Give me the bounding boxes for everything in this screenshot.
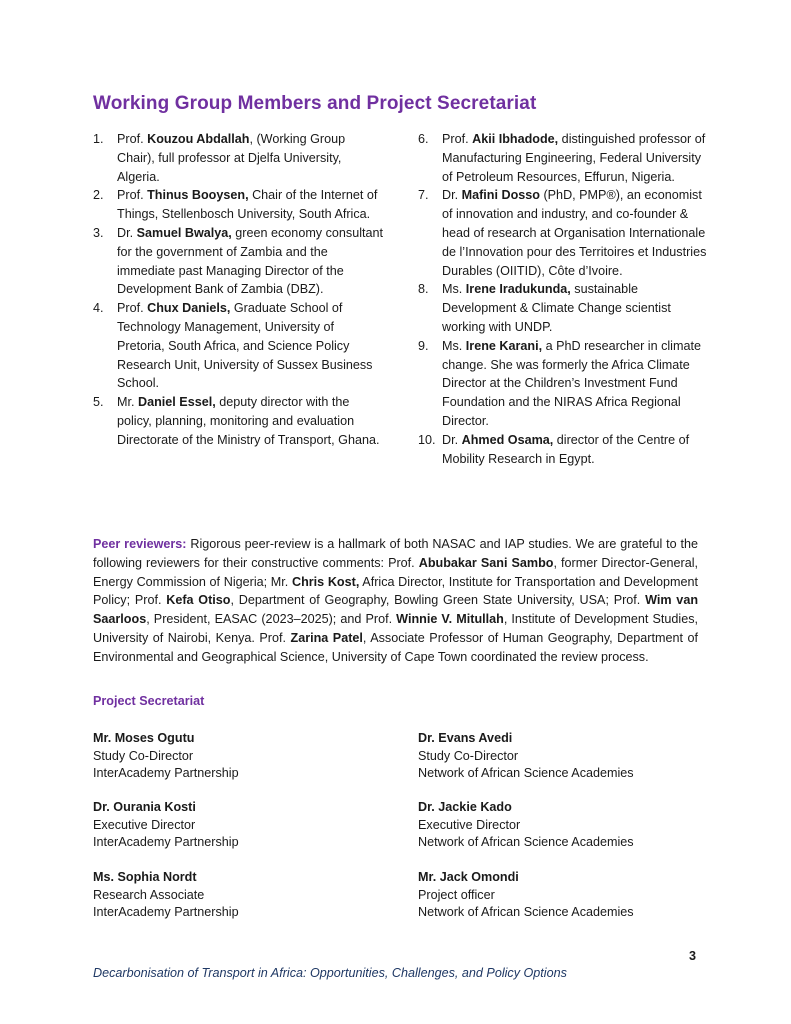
member-number: 10. — [418, 432, 436, 447]
member-text: Dr. Mafini Dosso (PhD, PMP®), an economist of innovation and industry, and co-founder & head of research at Organisation Internationale de l’Innovation pour des Territoires et Industries Durables (OIITID), Côte d’Ivoire. — [442, 188, 707, 278]
member-name: Samuel Bwalya, — [136, 225, 232, 240]
secretariat-person — [93, 869, 239, 922]
person-role: Executive Director — [418, 817, 521, 832]
member-name: Akii Ibhadode, — [472, 132, 559, 146]
member-number: 5. — [93, 395, 104, 410]
member-number: 7. — [418, 188, 429, 203]
reviewer-name: Winnie V. Mitullah — [396, 612, 504, 627]
reviewer-name: Wim van Saarloos — [93, 593, 699, 627]
member-number: 1. — [93, 132, 104, 146]
member-text: Dr. Ahmed Osama, director of the Centre of Mobility Research in Egypt. — [442, 432, 690, 466]
secretariat-heading: Project Secretariat — [93, 694, 205, 708]
person-org: Network of African Science Academies — [418, 905, 634, 919]
member-number: 9. — [418, 338, 429, 353]
person-org: InterAcademy Partnership — [93, 835, 239, 849]
reviewer-name: Zarina Patel — [290, 630, 363, 645]
member-name: Daniel Essel, — [138, 395, 216, 410]
member-name: Thinus Booysen, — [147, 188, 249, 203]
person-name: Ms. Sophia Nordt — [93, 870, 197, 884]
member-item — [418, 431, 708, 469]
person-org: Network of African Science Academies — [418, 766, 634, 780]
member-name: Kouzou Abdallah — [147, 132, 250, 146]
member-item — [93, 186, 383, 224]
person-name: Mr. Moses Ogutu — [93, 731, 195, 745]
reviewer-name: Kefa Otiso — [166, 593, 231, 608]
person-org: InterAcademy Partnership — [93, 905, 239, 919]
secretariat-person — [418, 799, 634, 852]
person-name: Dr. Evans Avedi — [418, 731, 513, 745]
member-text: Prof. Chux Daniels, Graduate School of Technology Management, University of Pretoria, South Africa, and Science Policy Research Unit, University of Sussex Business School. — [117, 301, 373, 391]
member-item — [418, 186, 708, 280]
member-name: Chux Daniels, — [147, 301, 231, 316]
page-title: Working Group Members and Project Secretariat — [93, 93, 537, 114]
member-item — [93, 224, 383, 299]
page-number: 3 — [689, 949, 697, 963]
member-number: 8. — [418, 282, 429, 297]
member-number: 3. — [93, 225, 104, 240]
person-role: Research Associate — [93, 887, 205, 902]
member-number: 4. — [93, 301, 104, 316]
member-name: Irene Karani, — [465, 338, 543, 353]
member-text: Prof. Kouzou Abdallah, (Working Group Chair), full professor at Djelfa University, Algeria. — [117, 132, 346, 184]
member-name: Ahmed Osama, — [461, 432, 554, 447]
member-number: 2. — [93, 188, 104, 203]
person-role: Study Co-Director — [418, 748, 519, 763]
footer-document-title: Decarbonisation of Transport in Africa: Opportunities, Challenges, and Policy Options — [93, 966, 567, 980]
member-text: Dr. Samuel Bwalya, green economy consultant for the government of Zambia and the immediate past Managing Director of the Development Bank of Zambia (DBZ). — [117, 225, 384, 297]
secretariat-person — [93, 730, 239, 783]
member-name: Irene Iradukunda, — [465, 282, 571, 297]
members-list-left — [93, 130, 383, 450]
member-text: Prof. Akii Ibhadode, distinguished professor of Manufacturing Engineering, Federal University of Petroleum Resources, Effurun, Nigeria. — [442, 132, 706, 184]
member-text: Ms. Irene Iradukunda, sustainable Development & Climate Change scientist working with UNDP. — [442, 282, 671, 334]
member-item — [418, 280, 708, 336]
member-text: Prof. Thinus Booysen, Chair of the Internet of Things, Stellenbosch University, South Africa. — [117, 188, 378, 222]
member-item — [418, 130, 708, 186]
member-item — [418, 337, 708, 431]
person-role: Project officer — [418, 887, 495, 902]
person-name: Dr. Ourania Kosti — [93, 800, 196, 814]
member-text: Mr. Daniel Essel, deputy director with the policy, planning, monitoring and evaluation Directorate of the Ministry of Transport, Ghana. — [117, 395, 380, 447]
member-item — [93, 299, 383, 393]
member-item — [93, 393, 383, 449]
person-name: Dr. Jackie Kado — [418, 800, 512, 814]
person-name: Mr. Jack Omondi — [418, 870, 519, 884]
peer-reviewers-paragraph: Peer reviewers: Rigorous peer-review is a hallmark of both NASAC and IAP studies. We are grateful to the following reviewers for their constructive comments: Prof. Abubakar Sani Sambo, former Director-General, Energy Commission of Nigeria; Mr. Chris Kost, Africa Director, Institute for Transportation and Development Policy; Prof. Kefa Otiso, Department of Geography, Bowling Green State University, USA; Prof. Wim van Saarloos, President, EASAC (2023–2025); and Prof. Winnie V. Mitullah, Institute of Development Studies, University of Nairobi, Kenya. Prof. Zarina Patel, Associate Professor of Human Geography, Department of Environmental and Geographical Science, University of Cape Town coordinated the review process. — [93, 537, 699, 664]
members-list-right — [418, 130, 708, 468]
person-role: Study Co-Director — [93, 748, 194, 763]
secretariat-person — [418, 869, 634, 922]
reviewer-name: Abubakar Sani Sambo — [418, 555, 554, 570]
secretariat-person — [418, 730, 634, 783]
person-org: InterAcademy Partnership — [93, 766, 239, 780]
person-role: Executive Director — [93, 817, 196, 832]
member-name: Mafini Dosso — [461, 188, 540, 203]
peer-reviewers-label: Peer reviewers: — [93, 537, 187, 551]
person-org: Network of African Science Academies — [418, 835, 634, 849]
member-text: Ms. Irene Karani, a PhD researcher in climate change. She was formerly the Africa Climate Director at the Children’s Investment Fund Foundation and the NIRAS Africa Regional Director. — [442, 338, 701, 428]
member-item — [93, 130, 383, 186]
reviewer-name: Chris Kost, — [291, 574, 360, 589]
secretariat-person — [93, 799, 239, 852]
member-number: 6. — [418, 132, 429, 146]
